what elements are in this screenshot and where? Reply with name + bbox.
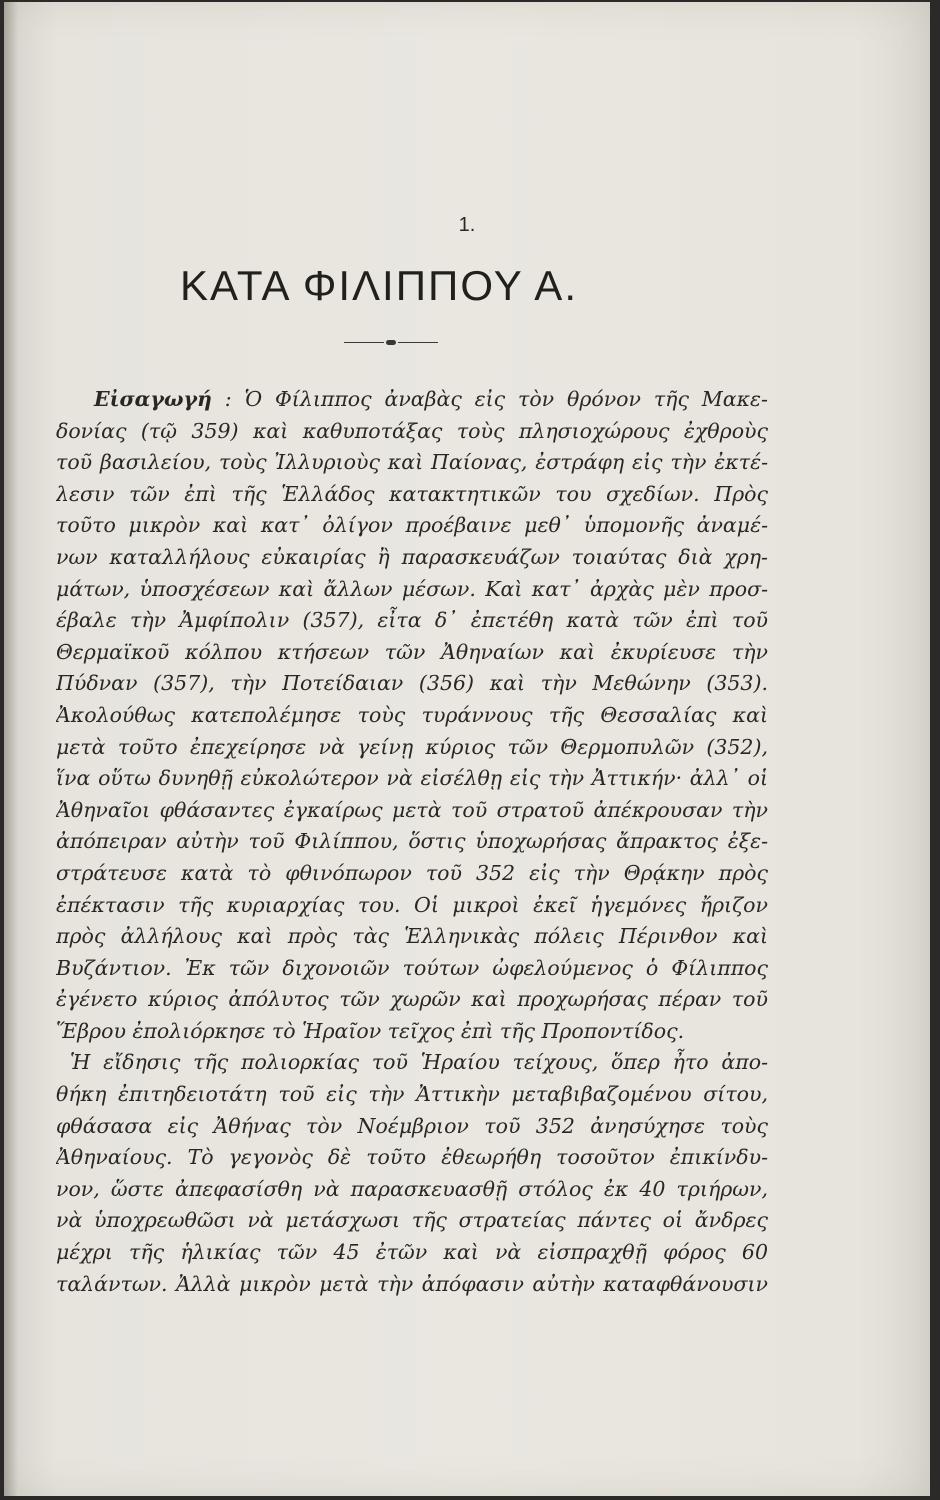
text-line: στράτευσε κατὰ τὸ φθινόπωρον τοῦ 352 εἰς τὴν Θρᾴκην πρὸς xyxy=(56,860,768,885)
text-line: δονίας (τῷ 359) καὶ καθυποτάξας τοὺς πλησιοχώρους ἐχθροὺς xyxy=(56,418,768,443)
text-line: ἐγένετο κύριος ἀπόλυτος τῶν χωρῶν καὶ προχωρήσας πέραν τοῦ xyxy=(56,987,768,1012)
text-line: τοῦτο μικρὸν καὶ κατ᾽ ὀλίγον προέβαινε μεθ᾽ ὑπομονῆς ἀναμέ- xyxy=(56,513,768,538)
text-line: πρὸς ἀλλήλους καὶ πρὸς τὰς Ἑλληνικὰς πόλεις Πέρινθον καὶ xyxy=(56,924,768,949)
intro-label: Εἰσαγωγή xyxy=(94,387,212,411)
text-line: Θερμαϊκοῦ κόλπου κτήσεων τῶν Ἀθηναίων καὶ ἐκυρίευσε τὴν xyxy=(56,639,768,664)
text-line: Ἀθηναῖοι φθάσαντες ἐγκαίρως μετὰ τοῦ στρατοῦ ἀπέκρουσαν τὴν xyxy=(56,797,768,822)
text-line: έβαλε τὴν Ἀμφίπολιν (357), εἶτα δ᾽ ἐπετέθη κατὰ τῶν ἐπὶ τοῦ xyxy=(56,608,768,633)
text-line: Πύδναν (357), τὴν Ποτείδαιαν (356) καὶ τὴν Μεθώνην (353). xyxy=(56,671,768,696)
text-line: ἐπέκτασιν τῆς κυριαρχίας του. Οἱ μικροὶ ἐκεῖ ἡγεμόνες ἤριζον xyxy=(56,892,768,917)
text-line: ἵνα οὕτω δυνηθῇ εὐκολώτερον νὰ εἰσέλθῃ εἰς τὴν Ἀττικήν· ἀλλ᾽ οἱ xyxy=(56,766,768,791)
text-line: Ἕβρου ἐπολιόρκησε τὸ Ἡραῖον τεῖχος ἐπὶ τῆς Προποντίδος. xyxy=(56,1018,685,1043)
text-line: ταλάντων. Ἀλλὰ μικρὸν μετὰ τὴν ἀπόφασιν αὐτὴν καταφθάνουσιν xyxy=(56,1271,768,1296)
text-line: Ἀκολούθως κατεπολέμησε τοὺς τυράννους τῆς Θεσσαλίας καὶ xyxy=(56,702,768,727)
text-line: τοῦ βασιλείου, τοὺς Ἰλλυριοὺς καὶ Παίονας, ἐστράφη εἰς τὴν ἐκτέ- xyxy=(56,450,768,475)
text-line: ἀπόπειραν αὐτὴν τοῦ Φιλίππου, ὅστις ὑποχωρήσας ἄπρακτος ἐξε- xyxy=(56,829,768,854)
text-line: Βυζάντιον. Ἐκ τῶν διχονοιῶν τούτων ὠφελούμενος ὁ Φίλιππος xyxy=(56,955,768,980)
text-line: μετὰ τοῦτο ἐπεχείρησε νὰ γείνῃ κύριος τῶν Θερμοπυλῶν (352), xyxy=(56,734,768,759)
body-text xyxy=(56,384,768,1300)
page-title: ΚΑΤΑ ΦΙΛΙΠΠΟΥ Α. xyxy=(180,262,578,309)
text-line: μέχρι τῆς ἡλικίας τῶν 45 ἐτῶν καὶ νὰ εἰσπραχθῇ φόρος 60 xyxy=(56,1240,768,1265)
text-line: νων καταλλήλους εὐκαιρίας ἢ παρασκευάζων τοιαύτας διὰ χρη- xyxy=(56,544,768,569)
text-line: νὰ ὑποχρεωθῶσι νὰ μετάσχωσι τῆς στρατείας πάντες οἱ ἄνδρες xyxy=(56,1208,768,1233)
text-line: λεσιν τῶν ἐπὶ τῆς Ἑλλάδος κατακτητικῶν του σχεδίων. Πρὸς xyxy=(56,481,768,506)
text-line: Εἰσαγωγή : Ὁ Φίλιππος ἀναβὰς εἰς τὸν θρόνον τῆς Μακε- xyxy=(94,387,768,411)
text-line: φθάσασα εἰς Ἀθήνας τὸν Νοέμβριον τοῦ 352 ἀνησύχησε τοὺς xyxy=(56,1113,768,1138)
text-line: νον, ὥστε ἀπεφασίσθη νὰ παρασκευασθῇ στόλος ἐκ 40 τριήρων, xyxy=(56,1176,768,1201)
text-line: Ἀθηναίους. Τὸ γεγονὸς δὲ τοῦτο ἐθεωρήθη τοσοῦτον ἐπικίνδυ- xyxy=(56,1145,768,1170)
text-line: μάτων, ὑποσχέσεων καὶ ἄλλων μέσων. Καὶ κατ᾽ ἀρχὰς μὲν προσ- xyxy=(56,576,768,601)
book-page xyxy=(4,2,930,1496)
text-line: θήκη ἐπιτηδειοτάτη τοῦ εἰς τὴν Ἀττικὴν μεταβιβαζομένου σίτου, xyxy=(56,1082,768,1107)
section-number: 1. xyxy=(458,214,476,236)
title-ornament xyxy=(344,340,438,346)
text-line: Ἡ εἴδησις τῆς πολιορκίας τοῦ Ἡραίου τείχους, ὅπερ ἦτο ἀπο- xyxy=(70,1050,768,1075)
